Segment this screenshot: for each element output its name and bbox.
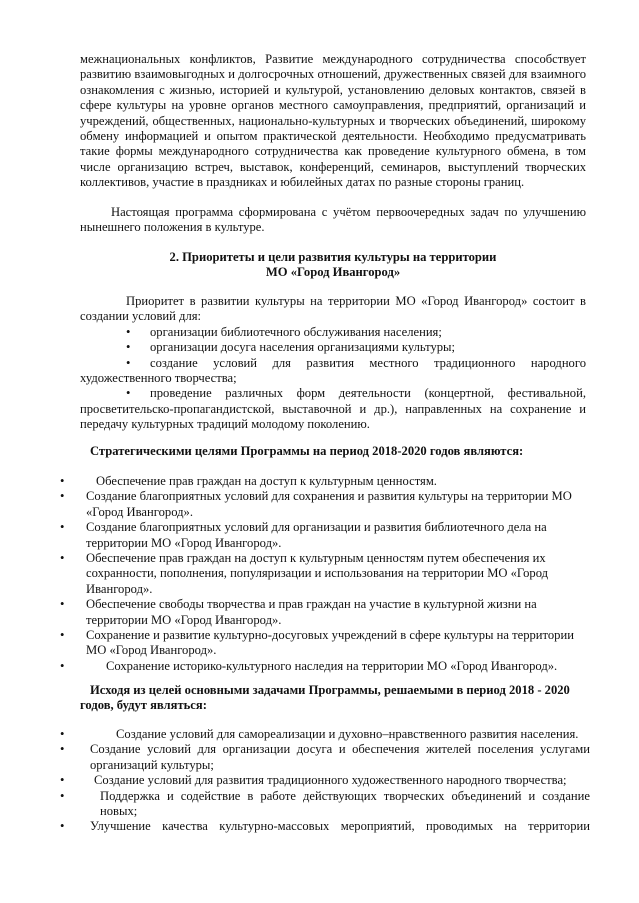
list-item: • Обеспечение свободы творчества и прав граждан на участие в культурной жизни на территории МО «Город Ивангород». (60, 597, 537, 627)
bullet-icon: • (60, 628, 65, 643)
section-heading-line-2: МО «Город Ивангород» (265, 265, 401, 280)
bullet-icon: • (60, 658, 65, 673)
list-item: • организации библиотечного обслуживания населения; (126, 324, 442, 339)
bullet-icon: • (60, 474, 65, 488)
tasks-heading: Исходя из целей основными задачами Программы, решаемыми в период 2018 - 2020 годов, будут являться: (80, 683, 570, 713)
bullet-icon: • (60, 742, 65, 757)
list-item: • Создание благоприятных условий для организации и развития библиотечного дела на территории МО «Город Ивангород». (60, 520, 547, 550)
bullet-icon: • (60, 551, 65, 566)
bullet-icon: • (126, 340, 131, 355)
bullet-icon: • (126, 386, 131, 401)
priority-intro: Приоритет в развитии культуры на территории МО «Город Ивангород» состоит в создании условий для: (80, 294, 586, 324)
intro-paragraph-2: Настоящая программа сформирована с учётом первоочередных задач по улучшению нынешнего положения в культуре. (80, 205, 586, 235)
list-item: • Улучшение качества культурно-массовых мероприятий, проводимых на территории (60, 819, 590, 834)
list-item: • Обеспечение прав граждан на доступ к культурным ценностям путем обеспечения их сохранности, пополнения, популяризации и использования на территории МО «Город Ивангород». (60, 551, 549, 596)
list-item: • Сохранение историко-культурного наследия на территории МО «Город Ивангород». (60, 658, 558, 673)
list-item: • Сохранение и развитие культурно-досуговых учреждений в сфере культуры на территории МО «Город Ивангород». (60, 628, 574, 658)
list-item: • проведение различных форм деятельности (концертной, фестивальной, просветительско-пропагандистской, выставочной и др.), направленных на сохранение и передачу культурных традиций молодому поколению. (80, 386, 586, 432)
bullet-icon: • (60, 597, 65, 612)
intro-paragraph-1: межнациональных конфликтов, Развитие международного сотрудничества способствует развитию взаимовыгодных и долгосрочных отношений, дружественных связей для взаимного ознакомления с жизнью, историей и культурой, установлению деловых контактов, связей в сфере культуры на уровне органов местного самоуправления, предприятий, организаций и учреждений, общественных, национально-культурных и творческих объединений, широкому обмену информацией и опытом практической деятельности. Необходимо предусматривать такие формы международного сотрудничества как проведение культурного обмена, в том числе организацию встреч, выставок, конференций, семинаров, выступлений творческих коллективов, участие в праздниках и юбилейных датах по разные стороны границ. (80, 52, 586, 190)
list-item: • Создание условий для организации досуга и обеспечения жителей поселения услугами организаций культуры; (60, 742, 590, 772)
bullet-icon: • (60, 489, 65, 504)
tasks-list (60, 727, 590, 835)
list-item: • Создание условий для развития традиционного художественного народного творчества; (60, 773, 567, 788)
goals-list (60, 474, 590, 674)
goals-heading: Стратегическими целями Программы на период 2018-2020 годов являются: (90, 444, 524, 458)
list-item: • Поддержка и содействие в работе действующих творческих объединений и создание новых; (60, 788, 590, 819)
bullet-icon: • (60, 727, 65, 741)
list-item: • организации досуга населения организациями культуры; (126, 340, 456, 355)
bullet-icon: • (126, 355, 131, 370)
list-item: • создание условий для развития местного традиционного народного художественного творчества; (80, 355, 586, 386)
list-item: • Создание условий для самореализации и духовно–нравственного развития населения. (60, 727, 579, 741)
list-item: • Обеспечение прав граждан на доступ к культурным ценностям. (60, 474, 437, 488)
bullet-icon: • (60, 819, 65, 834)
list-item: • Создание благоприятных условий для сохранения и развития культуры на территории МО «Город Ивангород». (60, 489, 572, 519)
bullet-icon: • (60, 520, 65, 535)
section-heading (80, 250, 586, 281)
bullet-icon: • (60, 788, 65, 803)
priority-list (80, 325, 586, 433)
bullet-icon: • (126, 324, 131, 339)
bullet-icon: • (60, 773, 65, 788)
section-heading-line-1: 2. Приоритеты и цели развития культуры на территории (169, 250, 497, 264)
priority-block (80, 294, 586, 433)
